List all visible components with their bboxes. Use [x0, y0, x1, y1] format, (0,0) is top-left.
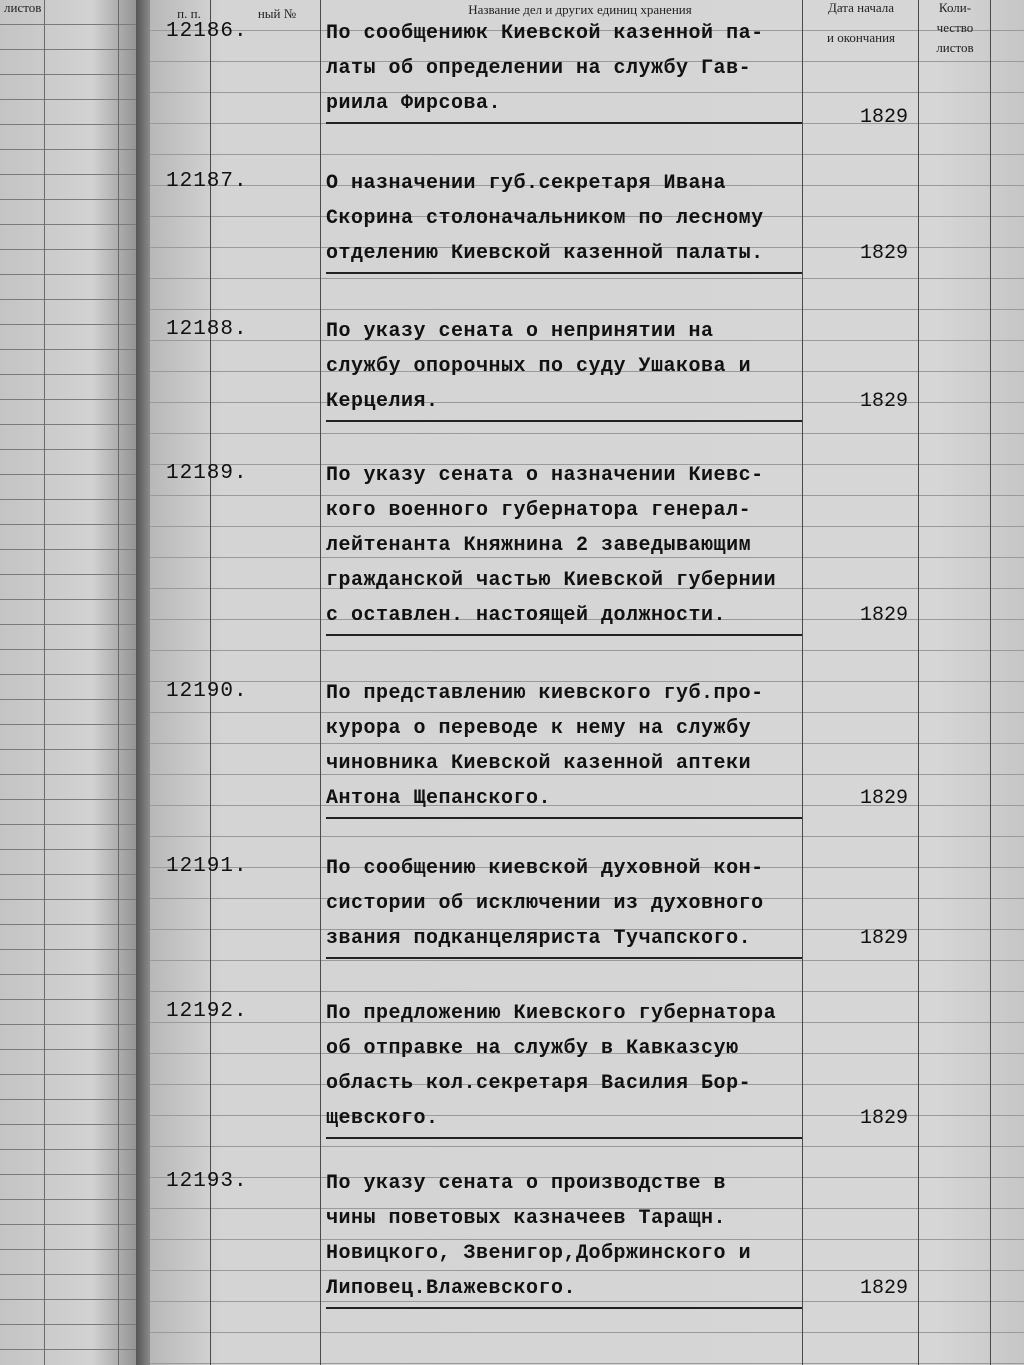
left-page-column-line [44, 0, 45, 1365]
entry-number: 12188. [166, 318, 248, 341]
left-page-header: листов [4, 0, 42, 15]
entry-underline [326, 122, 802, 124]
entry-number: 12192. [166, 1000, 248, 1023]
header-col-dates-1: Дата начала [827, 0, 895, 15]
entry-year: 1829 [859, 242, 908, 265]
register-page [150, 0, 1024, 1365]
entry-year: 1829 [859, 106, 908, 129]
entry-underline [326, 420, 802, 422]
header-col-dates-2: и окончания [826, 30, 896, 45]
entry-description: По указу сената о непринятии на службу опорочных по суду Ушакова и Керцелия. [326, 320, 752, 413]
entry-year: 1829 [859, 787, 908, 810]
entry-number: 12186. [166, 20, 248, 43]
header-col-title: Название дел и других единиц хранения [468, 2, 692, 17]
entry-number: 12191. [166, 855, 248, 878]
entry-description: По сообщениюк Киевской казенной па- латы об определении на службу Гав- риила Фирсова. [326, 22, 764, 115]
entry-description: По указу сената о производстве в чины поветовых казначеев Таращн. Новицкого, Звенигор,Добржинского и Липовец.Влажевского. [326, 1172, 752, 1300]
header-col-count-2: чество [936, 20, 974, 35]
entry-description: По представлению киевского губ.про- курора о переводе к нему на службу чиновника Киевской казенной аптеки Антона Щепанского. [326, 682, 764, 810]
entry-year: 1829 [859, 1107, 908, 1130]
entry-description: По указу сената о назначении Киевс- кого военного губернатора генерал- лейтенанта Княжнина 2 заведывающим гражданской частью Киевской губернии с оставлен. настоящей должности. [326, 464, 777, 627]
entry-underline [326, 957, 802, 959]
entry-description: По сообщению киевской духовной кон- систории об исключении из духовного звания подканцеляриста Тучапского. [326, 857, 764, 950]
column-divider [320, 0, 321, 1365]
entry-underline [326, 272, 802, 274]
column-divider [990, 0, 991, 1365]
header-col-num: п. п. [177, 6, 201, 21]
header-col-index: ный № [257, 6, 297, 21]
entry-number: 12193. [166, 1170, 248, 1193]
entry-year: 1829 [859, 390, 908, 413]
entry-underline [326, 634, 802, 636]
entry-number: 12187. [166, 170, 248, 193]
entry-year: 1829 [859, 927, 908, 950]
header-col-count-1: Коли- [938, 0, 972, 15]
entry-underline [326, 1307, 802, 1309]
entry-number: 12190. [166, 680, 248, 703]
header-col-count-3: листов [936, 40, 974, 55]
entry-description: О назначении губ.секретаря Ивана Скорина столоначальником по лесному отделению Киевской казенной палаты. [326, 172, 764, 265]
entry-number: 12189. [166, 462, 248, 485]
entry-year: 1829 [859, 1277, 908, 1300]
entry-underline [326, 817, 802, 819]
left-page-column-line [118, 0, 119, 1365]
entry-year: 1829 [859, 604, 908, 627]
left-facing-page [0, 0, 142, 1365]
column-divider [918, 0, 919, 1365]
entry-description: По предложению Киевского губернатора об отправке на службу в Кавказсую область кол.секретаря Василия Бор- щевского. [326, 1002, 777, 1130]
entry-underline [326, 1137, 802, 1139]
